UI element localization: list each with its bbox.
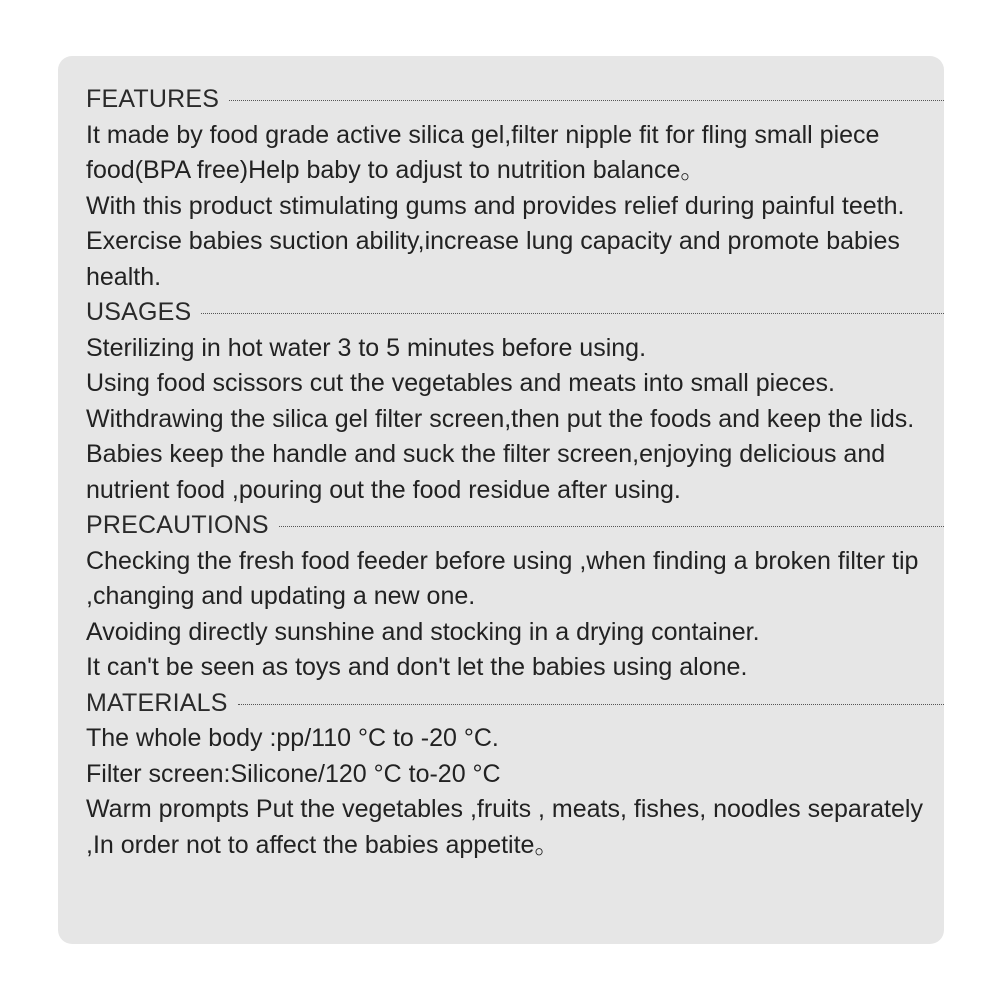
paragraph: The whole body :pp/110 °C to -20 °C.	[86, 724, 499, 752]
paragraph: Exercise babies suction ability,increase lung capacity and promote babies health.	[86, 227, 900, 291]
paragraph: Sterilizing in hot water 3 to 5 minutes before using.	[86, 333, 647, 362]
dotted-divider	[279, 526, 944, 527]
section-usages	[86, 295, 944, 508]
paragraph: Checking the fresh food feeder before using ,when finding a broken filter tip ,changing and updating a new one.	[86, 546, 919, 610]
dotted-divider	[201, 313, 944, 314]
dotted-divider	[238, 704, 944, 705]
paragraph: Withdrawing the silica gel filter screen,then put the foods and keep the lids.	[86, 404, 915, 433]
paragraph: Using food scissors cut the vegetables and meats into small pieces.	[86, 369, 835, 397]
section-heading-row	[86, 686, 944, 722]
instructions-text	[86, 82, 944, 863]
section-materials	[86, 686, 944, 864]
paragraph: With this product stimulating gums and provides relief during painful teeth.	[86, 191, 905, 220]
section-heading: MATERIALS	[86, 688, 228, 717]
paragraph: Babies keep the handle and suck the filter screen,enjoying delicious and nutrient food ,pouring out the food residue after using.	[86, 440, 886, 504]
paragraph: Filter screen:Silicone/120 °C to-20 °C	[86, 759, 501, 788]
section-heading: PRECAUTIONS	[86, 511, 269, 539]
section-features	[86, 82, 944, 295]
section-heading: USAGES	[86, 298, 192, 326]
info-card	[58, 56, 944, 944]
paragraph: Warm prompts Put the vegetables ,fruits , meats, fishes, noodles separately ,In order not to affect the babies appetite。	[86, 795, 923, 859]
section-heading-row	[86, 295, 944, 331]
paragraph: It made by food grade active silica gel,filter nipple fit for fling small piece food(BPA free)Help baby to adjust to nutrition balance。	[86, 120, 880, 184]
section-heading-row	[86, 508, 944, 544]
paragraph: It can't be seen as toys and don't let the babies using alone.	[86, 653, 748, 681]
dotted-divider	[229, 100, 944, 101]
paragraph: Avoiding directly sunshine and stocking in a drying container.	[86, 617, 760, 646]
section-heading: FEATURES	[86, 85, 220, 113]
section-precautions	[86, 508, 944, 686]
section-heading-row	[86, 82, 944, 118]
